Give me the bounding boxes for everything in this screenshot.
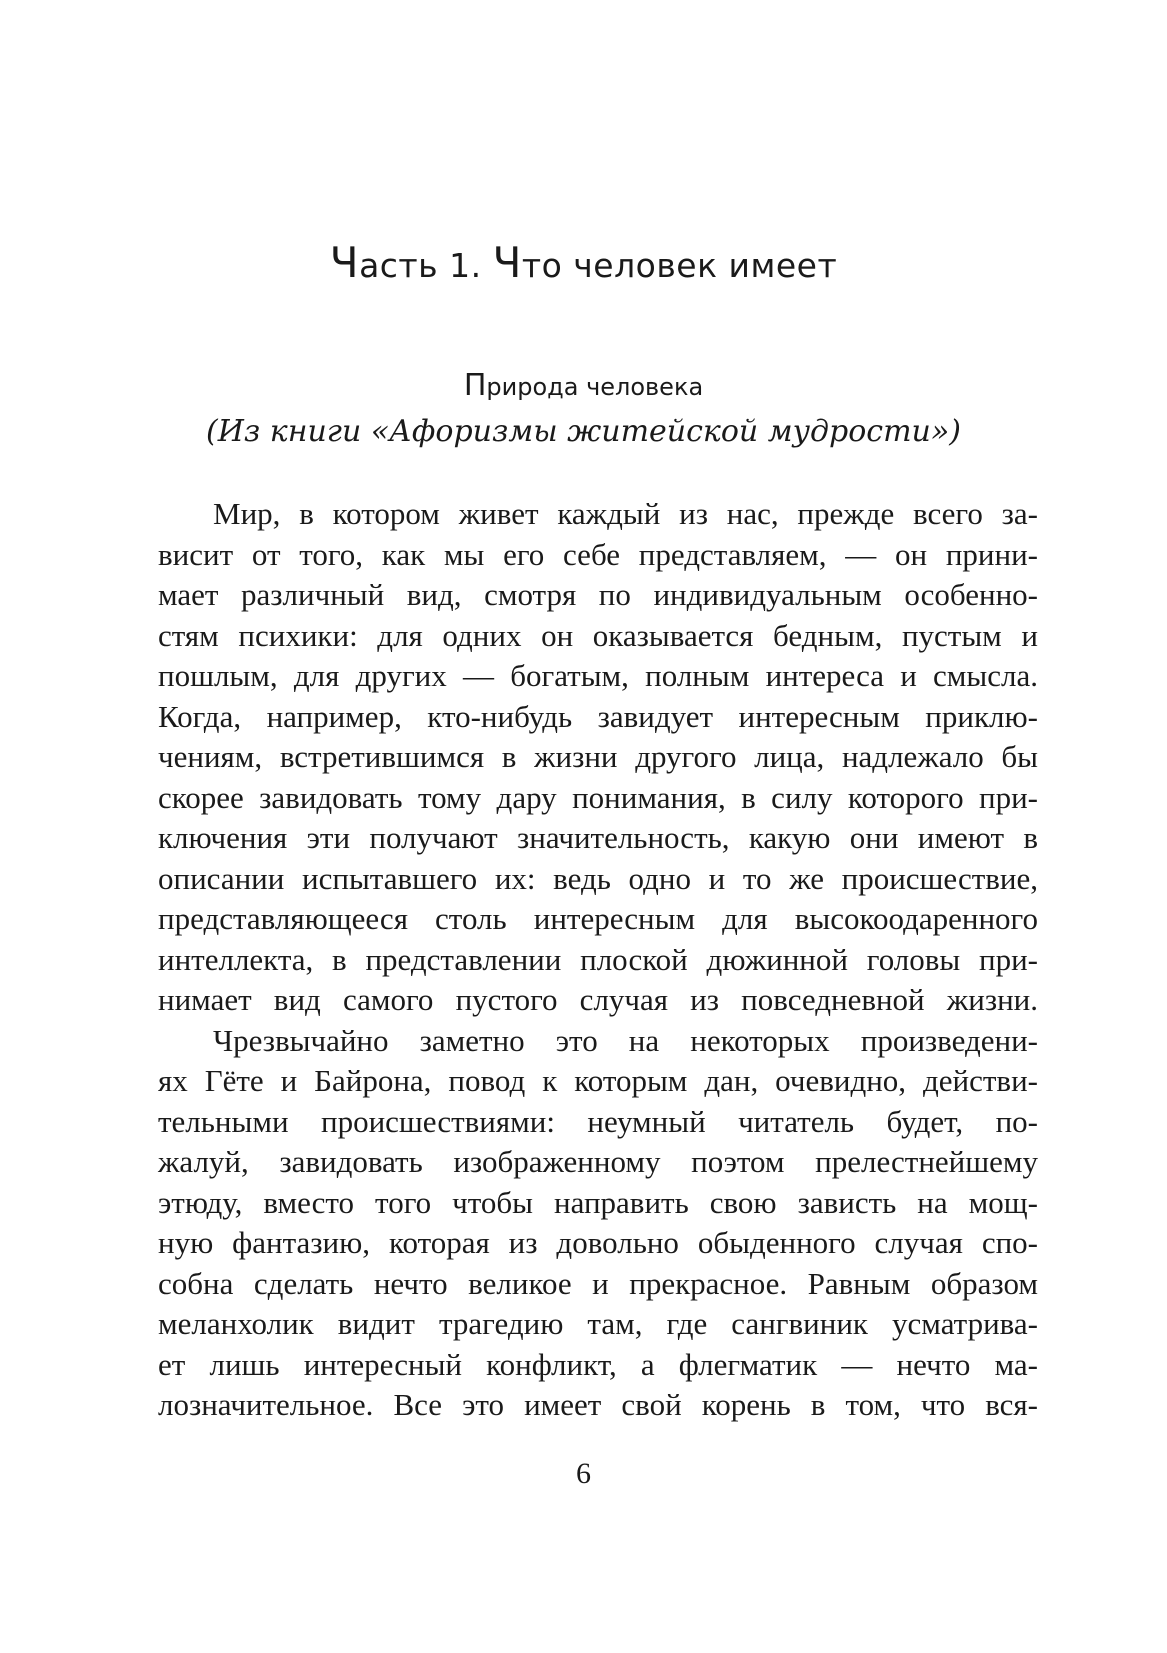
text-line: ях Гёте и Байрона, повод к которым дан, очевидно, действи- (158, 1063, 1038, 1098)
text-line: представляющееся столь интересным для высокоодаренного (158, 901, 1038, 936)
text-line: ную фантазию, которая из довольно обыденного случая спо- (158, 1225, 1038, 1260)
text-line: собна сделать нечто великое и прекрасное. Равным образом (158, 1265, 1038, 1301)
section-title-initial: П (463, 368, 487, 403)
text-line: интеллекта, в представлении плоской дюжинной головы при- (158, 941, 1038, 977)
text-line: скорее завидовать тому дару понимания, в силу которого при- (158, 779, 1038, 815)
chapter-title-rest: то человек имеет (521, 246, 838, 285)
text-line: Мир, в котором живет каждый из нас, прежде всего за- (213, 496, 1038, 531)
text-line: висит от того, как мы его себе представляем, — он прини- (158, 536, 1038, 572)
section-title-rest: рирода человека (486, 373, 704, 401)
chapter-title (0, 238, 1167, 287)
text-line: меланхолик видит трагедию там, где сангвиник усматрива- (158, 1306, 1038, 1341)
text-line: ключения эти получают значительность, какую они имеют в (158, 820, 1038, 855)
chapter-title-initial-2: Ч (492, 238, 522, 287)
text-line: чениям, встретившимся в жизни другого лица, надлежало бы (158, 739, 1038, 774)
body-text (158, 494, 1038, 1426)
text-line: описании испытавшего их: ведь одно и то же происшествие, (158, 860, 1038, 896)
chapter-title-initial: Ч (329, 238, 360, 287)
page-number: 6 (576, 1457, 591, 1490)
text-line: стям психики: для одних он оказывается бедным, пустым и (158, 617, 1038, 653)
text-line: этюду, вместо того чтобы направить свою зависть на мощ- (158, 1184, 1038, 1220)
text-line: нимает вид самого пустого случая из повседневной жизни. (158, 982, 1038, 1017)
text-line: мает различный вид, смотря по индивидуальным особенно- (158, 577, 1038, 612)
text-line: Когда, например, кто-нибудь завидует интересным приклю- (158, 698, 1038, 734)
text-line: пошлым, для других — богатым, полным интереса и смысла. (158, 658, 1038, 693)
text-line: жалуй, завидовать изображенному поэтом прелестнейшему (158, 1144, 1038, 1179)
chapter-title-part: асть 1. (359, 246, 493, 285)
text-line: Чрезвычайно заметно это на некоторых произведени- (213, 1022, 1038, 1058)
section-subtitle: (Из книги «Афоризмы житейской мудрости») (206, 414, 961, 449)
text-line: тельными происшествиями: неумный читатель будет, по- (158, 1103, 1038, 1139)
text-line: лозначительное. Все это имеет свой корень в том, что вся- (158, 1387, 1038, 1422)
section-title (0, 368, 1167, 403)
text-line: ет лишь интересный конфликт, а флегматик — нечто ма- (158, 1346, 1038, 1382)
